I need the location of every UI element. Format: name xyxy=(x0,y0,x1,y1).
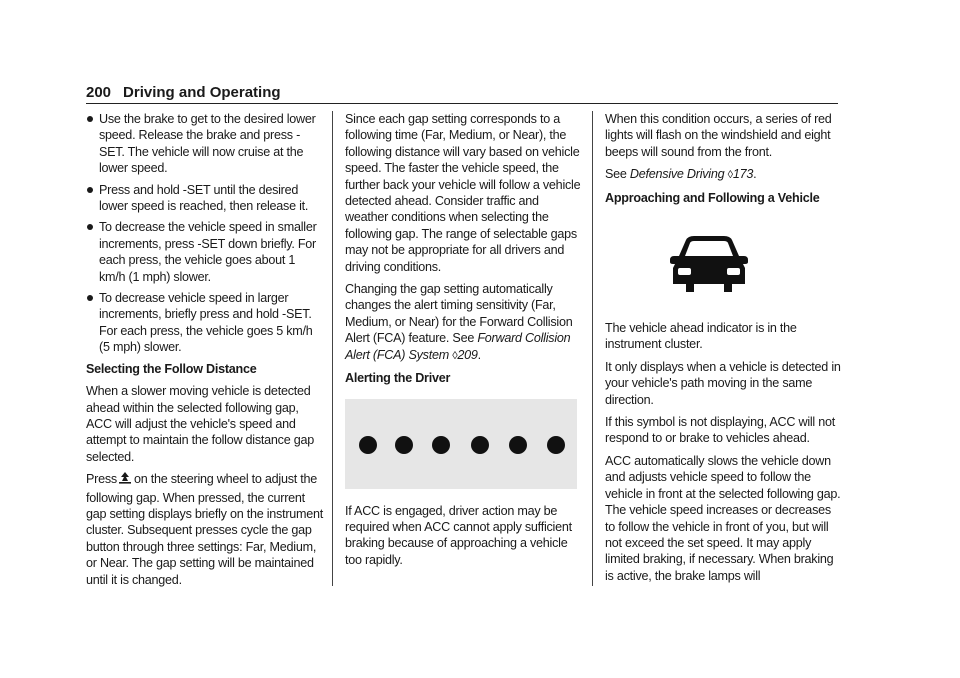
bullet-item: Press and hold -SET until the desired lower speed is reached, then release it. xyxy=(86,182,324,215)
paragraph: The vehicle ahead indicator is in the instrument cluster. xyxy=(605,321,797,352)
red-light-icon xyxy=(547,436,565,454)
text: . xyxy=(753,167,757,182)
subheading-alerting-driver: Alerting the Driver xyxy=(345,371,451,386)
column-2 xyxy=(345,111,583,574)
paragraph-see-also xyxy=(605,166,843,183)
bullet-item: Use the brake to get to the desired lower speed. Release the brake and press -SET. The vehicle will now cruise at the lower speed. xyxy=(86,111,324,177)
header-rule xyxy=(86,103,838,104)
page-ref-icon: ◊ xyxy=(452,349,458,362)
column-1 xyxy=(86,111,324,594)
paragraph: It only displays when a vehicle is detected in your vehicle's path moving in the same direction. xyxy=(605,359,841,407)
alert-lights-image xyxy=(345,399,577,489)
paragraph-fca xyxy=(345,281,583,364)
paragraph: ACC automatically slows the vehicle down and adjusts vehicle speed to follow the vehicle in front at the selected following gap. The vehicle speed increases or decreases to follow the vehicle in front of you, but will not exceed the set speed. It may apply limited braking, if necessary. When braking is active, the brake lamps will xyxy=(605,453,841,583)
subheading-follow-distance: Selecting the Follow Distance xyxy=(86,361,257,376)
page-ref-icon: ◊ xyxy=(727,169,733,182)
bullet-item: To decrease vehicle speed in larger increments, briefly press and hold -SET. For each press, the vehicle goes 5 km/h (5 mph) slower. xyxy=(86,290,324,356)
text: on the steering wheel to adjust the following gap. When pressed, the current gap setting displays briefly on the instrument cluster. Subsequent presses cycle the gap button through three settings: Far, Medium, or Near. The gap setting will be maintained until it is changed. xyxy=(86,472,324,587)
red-light-icon xyxy=(359,436,377,454)
paragraph: When this condition occurs, a series of red lights will flash on the windshield and eight beeps will sound from the front. xyxy=(605,112,832,159)
text: Press xyxy=(86,472,117,487)
page-number: 200 xyxy=(86,84,112,101)
text: Changing the gap setting automatically changes the alert timing sensitivity (Far, Medium, or Near) for the Forward Collision Alert (FCA) feature. See xyxy=(345,282,573,346)
subheading-approaching-vehicle: Approaching and Following a Vehicle xyxy=(605,190,820,205)
link-defensive-driving[interactable]: Defensive Driving xyxy=(629,167,725,182)
page-header xyxy=(86,84,281,101)
red-light-icon xyxy=(471,436,489,454)
page-ref[interactable]: 173 xyxy=(732,167,754,182)
following-gap-icon xyxy=(118,471,132,489)
text: See xyxy=(605,167,627,182)
text: . xyxy=(477,347,481,362)
column-divider xyxy=(332,111,333,586)
section-title: Driving and Operating xyxy=(123,84,281,101)
vehicle-ahead-figure xyxy=(605,212,843,320)
page-ref[interactable]: 209 xyxy=(457,347,478,362)
link-forward-collision-alert[interactable]: Forward Collision Alert (FCA) System xyxy=(345,331,571,362)
vehicle-ahead-icon xyxy=(668,234,750,298)
paragraph: If ACC is engaged, driver action may be required when ACC cannot apply sufficient braking because of approaching a vehicle too rapidly. xyxy=(345,503,572,567)
paragraph: When a slower moving vehicle is detected ahead within the selected following gap, ACC will adjust the vehicle's speed and attempt to maintain the follow distance gap selected. xyxy=(86,384,314,464)
red-light-icon xyxy=(509,436,527,454)
paragraph: If this symbol is not displaying, ACC will not respond to or brake to vehicles ahead. xyxy=(605,415,835,446)
paragraph: Since each gap setting corresponds to a following time (Far, Medium, or Near), the following distance will vary based on vehicle speed. The faster the vehicle speed, the further back your vehicle will follow a vehicle detected ahead. Consider traffic and weather conditions when selecting the following gap. The range of selectable gaps may not be appropriate for all drivers and driving conditions. xyxy=(345,112,581,274)
red-light-icon xyxy=(395,436,413,454)
column-3 xyxy=(605,111,843,590)
paragraph-gap-button xyxy=(86,471,324,588)
bullet-item: To decrease the vehicle speed in smaller increments, press -SET down briefly. For each press, the vehicle goes about 1 km/h (1 mph) slower. xyxy=(86,219,324,285)
column-divider xyxy=(592,111,593,586)
red-light-icon xyxy=(432,436,450,454)
